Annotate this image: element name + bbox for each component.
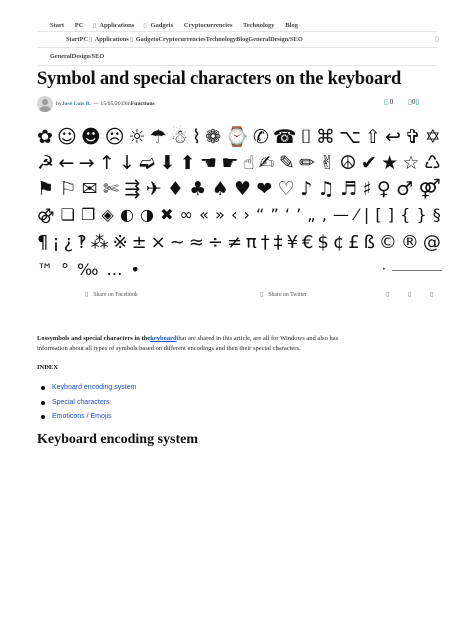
symbol-glyph: | [363,205,370,224]
symbol-glyph: © [378,232,397,253]
comment-count: 0 [389,98,394,106]
symbol-glyph: ⬆ [179,152,196,174]
symbol-glyph: ☝ [242,152,255,174]
author-link[interactable]: José Luis R. [61,101,92,107]
symbol-row-4 [37,202,441,228]
symbol-glyph: [ [375,205,382,224]
symbol-glyph: ‹ [230,205,238,224]
symbol-glyph: ✡ [424,126,441,148]
toc-item [37,381,136,396]
heart-icon: ▯ [415,98,420,106]
symbol-glyph: ✈ [145,178,162,200]
page-title: Symbol and special characters on the keyboard [37,69,402,89]
symbol-glyph: ✿ [37,126,53,148]
symbol-glyph: ☆ [402,152,420,174]
menu-cryptocurrencies[interactable]: Cryptocurrencies [183,22,233,29]
share-email-icon[interactable]: ▯ [430,292,434,298]
symbols-image [37,124,441,284]
symbol-glyph: ♺ [423,152,441,174]
intro-paragraph [37,334,367,354]
symbol-row-2 [37,150,441,176]
symbol-glyph: ♀ [376,178,391,200]
menu-applications[interactable]: Applications [99,22,135,29]
symbol-glyph: ¡ [52,232,60,253]
symbol-glyph: ☂ [149,126,167,148]
facebook-icon: ▯ [85,292,89,298]
symbol-glyph: ÷ [207,232,223,253]
symbol-glyph: ☚ [200,152,218,174]
symbol-glyph: ⚤ [418,178,441,200]
symbol-glyph: ☃ [170,126,188,148]
symbol-glyph: ★ [381,152,399,174]
symbol-glyph: ♫ [317,178,335,200]
index-heading: INDEX [37,364,58,371]
symbol-glyph: ☮ [339,152,357,174]
symbol-glyph: ✄ [103,178,119,200]
symbol-glyph: ✔ [360,152,377,174]
table-of-contents [37,381,136,425]
intro-lead: Lossymbols and special characters in the [37,335,151,342]
shares-counter[interactable] [408,98,419,106]
symbol-row-6 [37,257,441,283]
search-icon[interactable]: ▯ [435,35,439,43]
comments-counter[interactable] [384,98,393,106]
publish-date: — 15/05/2019in [93,101,131,107]
symbol-glyph: ¿ [63,232,74,253]
symbol-glyph: ~ [169,232,185,253]
symbol-glyph: » [215,205,225,224]
secondary-menu [66,36,303,43]
symbol-row-1 [37,124,441,150]
symbol-glyph: ≠ [226,232,242,253]
symbol-glyph: ⬇ [159,152,176,174]
menu-technology[interactable]: Technology [243,22,275,29]
share-facebook-label: Share on Facebook [93,291,138,298]
caption-mark-icon: ▸ [383,266,386,272]
symbol-glyph: → [78,152,95,174]
symbol-glyph: ✍ [258,152,275,174]
symbol-row-3 [37,176,441,202]
symbol-glyph: ≈ [188,232,204,253]
symbol-glyph: ↑ [98,152,115,174]
symbol-glyph: … [106,260,123,279]
symbol-glyph: ⇧ [364,126,381,148]
symbol-glyph: — [332,205,349,224]
menu-start[interactable]: Start [50,22,65,29]
symbol-glyph: „ [307,205,316,224]
symbol-glyph: ♬ [339,178,357,200]
nav-divider [37,31,437,32]
symbol-glyph: ✉ [81,178,98,200]
symbol-glyph: ✏ [299,152,315,174]
symbol-glyph: ❏ [60,205,75,224]
toc-link-keyboard-encoding[interactable]: Keyboard encoding system [52,384,137,391]
symbol-glyph: ‡ [273,232,283,253]
symbol-glyph: ‽ [77,232,87,253]
symbol-glyph: “ [256,205,265,224]
symbol-glyph: ◑ [140,205,154,224]
symbol-glyph: ° [61,260,69,279]
toc-link-emoticons[interactable]: Emoticons / Emojis [52,413,112,420]
nav-divider [37,47,437,48]
symbol-glyph: ◈ [101,205,114,224]
symbol-glyph: ⁂ [90,232,109,253]
share-pinterest-icon[interactable]: ▯ [386,292,390,298]
symbol-glyph: ♠ [211,178,229,200]
symbol-glyph: ✆ [252,126,269,148]
symbol-glyph: ♪ [300,178,313,200]
symbol-glyph: ☹ [104,126,125,148]
symbol-glyph: ™ [37,260,53,279]
symbol-glyph: ‚ [321,205,327,224]
symbol-glyph: π [245,232,257,253]
intro-rest: that are shared in this article, are all for Windows and also has information about all types of symbols based on different encodings and then their special characters. [37,335,339,352]
share-whatsapp-icon[interactable]: ▯ [408,292,412,298]
symbol-glyph: ☭ [37,152,55,174]
symbol-glyph: ✎ [278,152,295,174]
symbol-glyph: ♡ [277,178,295,200]
category-link[interactable]: Functions [130,101,155,107]
symbol-glyph: ♯ [362,178,372,200]
toc-item [37,396,136,411]
secondary-menu-categories[interactable]: GadgetoCryptocurrenciesTechnologyBlogGeneralDesign/SEO [135,36,303,43]
symbol-glyph: ® [400,232,419,253]
missing-glyph-icon: ▯ [129,36,134,43]
missing-glyph-icon: ▯ [92,22,96,29]
symbol-glyph: ❐ [81,205,96,224]
symbol-glyph: ↩ [384,126,401,148]
symbol-glyph: ± [131,232,147,253]
share-twitter-button[interactable] [260,291,307,298]
symbol-glyph: ☻ [80,126,101,148]
symbol-glyph: † [260,232,270,253]
symbol-glyph: › [243,205,250,224]
symbol-glyph: ⚑ [37,178,55,200]
symbol-glyph: ☼ [128,126,146,148]
symbol-glyph: ‰ [77,260,99,279]
missing-glyph-icon: ▯ [89,36,93,43]
symbol-glyph: ♣ [189,178,207,200]
symbol-glyph: @ [422,232,441,253]
symbol-glyph: € [302,232,314,253]
symbol-glyph: ➫ [139,152,156,174]
symbol-glyph: ← [58,152,75,174]
menu-gadgets[interactable]: Gadgets [150,22,174,29]
toc-item [37,410,136,425]
byline-prefix: by [56,101,62,107]
symbol-glyph: ※ [112,232,128,253]
symbol-glyph: $ [317,232,329,253]
symbol-glyph: § [432,205,441,224]
avatar [37,96,53,112]
share-icon: ▯ [408,98,412,106]
symbol-glyph: ⌚ [225,126,249,148]
symbol-glyph: £ [348,232,360,253]
symbol-glyph: ‘ [284,205,290,224]
symbol-glyph: ◐ [119,205,134,224]
article-meta [37,96,155,112]
caption-line [392,270,442,271]
symbol-glyph: } [416,205,427,224]
symbol-glyph: ☛ [221,152,239,174]
secondary-menu-start-pc[interactable]: StartPC [66,36,89,43]
toc-link-special-characters[interactable]: Special characters [52,398,110,406]
symbol-glyph: ❁ [205,126,222,148]
symbol-glyph: ” [270,205,279,224]
secondary-menu-applications[interactable]: Applications [94,36,129,43]
keyboard-link[interactable]: keyboard [150,335,177,342]
symbol-glyph: ¢ [332,232,345,253]
symbol-glyph: ¶ [37,232,49,253]
symbol-glyph: { [400,205,411,224]
symbol-glyph: ∞ [179,205,193,224]
symbol-glyph: ♦ [166,178,184,200]
symbol-glyph: ⁄ [355,205,358,224]
symbol-glyph: ✌ [319,152,336,174]
comment-icon: ▯ [384,98,388,106]
symbol-glyph: ⚣ [37,205,55,224]
symbol-glyph: ♂ [396,178,414,200]
symbol-glyph: ⚐ [59,178,77,200]
share-twitter-label: Share on Twitter [268,291,307,298]
share-facebook-button[interactable] [85,291,138,298]
symbol-row-5 [37,230,441,256]
missing-glyph-icon: ▯ [143,22,147,29]
symbol-glyph: ⌥ [339,126,361,148]
symbol-glyph: ❤ [256,178,273,200]
symbol-glyph: × [150,232,166,253]
symbol-glyph: ⌇ [191,126,202,148]
symbol-glyph: ✖ [160,205,174,224]
symbol-glyph: ☎ [272,126,297,148]
symbol-glyph: ⇶ [124,178,141,200]
symbol-glyph: ’ [296,205,302,224]
symbol-glyph: ¥ [286,232,299,253]
symbol-glyph: ☺ [56,126,77,148]
symbol-glyph: ♥ [234,178,252,200]
symbol-glyph: • [130,260,140,279]
header-divider [37,65,437,66]
symbol-glyph: ] [387,205,394,224]
main-menu [50,21,307,29]
symbol-glyph: ß [363,232,375,253]
symbol-glyph: ⌘ [315,126,335,148]
menu-blog[interactable]: Blog [285,22,298,29]
tertiary-menu-general-design-seo[interactable]: GeneralDesign/SEO [50,53,105,60]
symbol-glyph: ⌷ [300,126,312,148]
twitter-icon: ▯ [260,292,264,298]
share-count: 0 [411,98,416,106]
symbol-glyph: ✞ [404,126,421,148]
section-heading: Keyboard encoding system [37,432,198,447]
symbol-glyph: ↓ [119,152,135,174]
symbol-glyph: « [199,205,209,224]
article-counters [384,98,419,106]
menu-pc[interactable]: PC [74,22,84,29]
